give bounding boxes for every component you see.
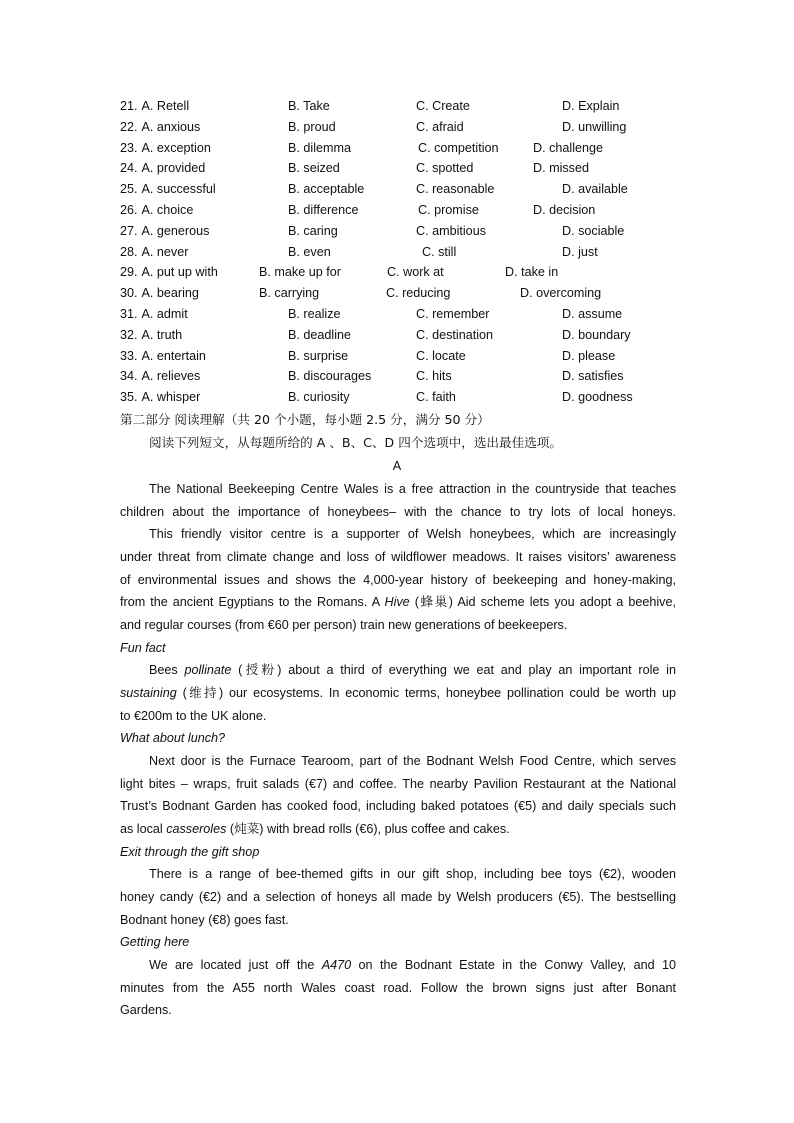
option-a (120, 179, 216, 199)
paragraph-line: minutes from the A55 north Wales coast road. Follow the brown signs just after Bonant (120, 981, 676, 995)
option-b: B. acceptable (288, 182, 365, 197)
option-a-text: A. generous (141, 223, 210, 238)
paragraph-line: Trust’s Bodnant Garden has cooked food, including baked potatoes (€5) and daily specials such (120, 799, 676, 813)
paragraph-line: Bees pollinate (授粉) about a third of everything we eat and play an important role in (149, 663, 676, 677)
paragraph-line: from the ancient Egyptians to the Romans. A Hive (蜂巢) Aid scheme lets you adopt a beehive, (120, 595, 676, 609)
option-d: D. goodness (562, 390, 633, 405)
option-a-text: A. provided (141, 161, 206, 176)
option-a (120, 242, 188, 262)
option-d: D. assume (562, 307, 623, 321)
option-a (120, 200, 193, 220)
option-d: D. satisfies (562, 369, 624, 384)
option-b: B. seized (288, 161, 340, 176)
cloze-option-row (0, 158, 794, 178)
question-number: 32. (120, 327, 138, 342)
option-c: C. remember (416, 307, 490, 321)
option-b: B. deadline (288, 327, 352, 342)
option-a-text: A. choice (141, 203, 194, 217)
option-d: D. just (562, 244, 598, 259)
intro-line: The National Beekeeping Centre Wales is a free attraction in the countryside that teaches (149, 482, 676, 496)
option-b: B. Take (288, 99, 330, 113)
option-a-text: A. entertain (141, 348, 206, 363)
option-c: C. promise (418, 203, 479, 217)
option-b: B. even (288, 244, 331, 259)
option-a (120, 325, 182, 345)
option-c: C. faith (416, 390, 456, 405)
question-number: 34. (120, 369, 138, 384)
cloze-option-row (0, 179, 794, 199)
option-a (120, 283, 199, 303)
option-a (120, 262, 218, 282)
paragraph-line: of environmental issues and shows the 4,000-year history of beekeeping and honey-making, (120, 573, 676, 587)
question-number: 35. (120, 390, 138, 405)
option-a (120, 221, 209, 241)
option-a-text: A. never (141, 244, 189, 259)
option-c: C. work at (387, 265, 444, 280)
paragraph-line: under threat from climate change and loss of wildflower meadows. It raises visitors’ awareness (120, 550, 676, 564)
option-b: B. discourages (288, 369, 372, 384)
option-a (120, 366, 200, 386)
option-d: D. decision (533, 203, 596, 217)
cloze-option-row (0, 242, 794, 262)
intro-line: children about the importance of honeybees– with the chance to try lots of local honeys. (120, 505, 676, 519)
cloze-option-row (0, 283, 794, 303)
cloze-option-row (0, 138, 794, 158)
cloze-option-row (0, 304, 794, 324)
paragraph-line: Bodnant honey (€8) goes fast. (120, 913, 289, 927)
section-title: 第二部分 阅读理解（共 20 个小题，每小题 2.5 分，满分 50 分） (120, 412, 490, 427)
paragraph-line: light bites – wraps, fruit salads (€7) and coffee. The nearby Pavilion Restaurant at the National (120, 777, 676, 791)
question-number: 27. (120, 223, 138, 238)
cloze-option-row (0, 117, 794, 137)
option-a (120, 346, 206, 366)
cloze-option-row (0, 262, 794, 282)
option-d: D. boundary (562, 327, 631, 342)
paragraph-line: There is a range of bee-themed gifts in our gift shop, including bee toys (€2), wooden (149, 867, 676, 881)
question-number: 33. (120, 348, 138, 363)
cloze-option-row (0, 366, 794, 386)
option-a-text: A. exception (141, 140, 211, 155)
lunch-heading: What about lunch? (120, 731, 226, 745)
option-b: B. carrying (259, 286, 320, 301)
option-d: D. please (562, 348, 616, 363)
option-a-text: A. anxious (141, 119, 201, 134)
option-c: C. reasonable (416, 182, 495, 197)
option-a-text: A. relieves (141, 369, 201, 384)
option-a (120, 387, 200, 407)
paragraph-line: We are located just off the A470 on the Bodnant Estate in the Conwy Valley, and 10 (149, 958, 676, 972)
section-instruction: 阅读下列短文，从每题所给的 A 、B、C、D 四个选项中，选出最佳选项。 (149, 435, 562, 450)
question-number: 29. (120, 265, 138, 280)
cloze-option-row (0, 200, 794, 220)
option-a (120, 138, 211, 158)
question-number: 28. (120, 244, 138, 259)
option-d: D. challenge (533, 140, 604, 155)
paragraph-line: Next door is the Furnace Tearoom, part of the Bodnant Welsh Food Centre, which serves (149, 754, 676, 768)
option-d: D. take in (505, 265, 559, 280)
option-c: C. locate (416, 348, 466, 363)
paragraph-line: as local casseroles (炖菜) with bread rolls (€6), plus coffee and cakes. (120, 822, 510, 836)
passage-label: A (392, 459, 402, 473)
getting-heading: Getting here (120, 935, 190, 949)
question-number: 22. (120, 119, 138, 134)
option-d: D. available (562, 182, 628, 197)
option-c: C. Create (416, 99, 470, 113)
option-b: B. realize (288, 307, 341, 321)
cloze-option-row (0, 96, 794, 116)
option-d: D. missed (533, 161, 589, 176)
paragraph-line: This friendly visitor centre is a supporter of Welsh honeybees, which are increasingly (149, 527, 676, 541)
cloze-option-row (0, 387, 794, 407)
option-a (120, 117, 200, 137)
question-number: 24. (120, 161, 138, 176)
option-c: C. still (422, 244, 457, 259)
option-b: B. surprise (288, 348, 349, 363)
cloze-option-row (0, 346, 794, 366)
paragraph-line: sustaining (维持) our ecosystems. In economic terms, honeybee pollination could be worth up (120, 686, 676, 700)
question-number: 31. (120, 307, 138, 321)
option-a-text: A. successful (141, 182, 216, 197)
option-b: B. curiosity (288, 390, 350, 405)
option-d: D. unwilling (562, 119, 627, 134)
option-c: C. competition (418, 140, 499, 155)
option-a-text: A. Retell (141, 99, 190, 113)
option-d: D. sociable (562, 223, 625, 238)
question-number: 21. (120, 99, 138, 113)
option-a-text: A. truth (141, 327, 183, 342)
option-c: C. destination (416, 327, 494, 342)
option-c: C. hits (416, 369, 452, 384)
option-a-text: A. whisper (141, 390, 201, 405)
option-a-text: A. bearing (141, 286, 199, 301)
option-a-text: A. put up with (141, 265, 218, 280)
option-a (120, 96, 189, 116)
option-b: B. make up for (259, 265, 341, 280)
cloze-option-row (0, 221, 794, 241)
gift-heading: Exit through the gift shop (120, 845, 260, 859)
option-d: D. overcoming (520, 286, 602, 301)
paragraph-line: and regular courses (from €60 per person) train new generations of beekeepers. (120, 618, 568, 632)
option-b: B. proud (288, 119, 336, 134)
option-b: B. caring (288, 223, 338, 238)
fun-fact-heading: Fun fact (120, 641, 166, 655)
paragraph-line: honey candy (€2) and a selection of honeys all made by Welsh producers (€5). The bestselling (120, 890, 676, 904)
option-a (120, 304, 188, 324)
option-c: C. reducing (386, 286, 451, 301)
question-number: 30. (120, 286, 138, 301)
option-a-text: A. admit (141, 307, 188, 321)
option-c: C. ambitious (416, 223, 486, 238)
option-b: B. dilemma (288, 140, 351, 155)
paragraph-line: Gardens. (120, 1003, 172, 1017)
question-number: 26. (120, 203, 138, 217)
option-c: C. afraid (416, 119, 464, 134)
option-a (120, 158, 205, 178)
option-b: B. difference (288, 203, 359, 217)
cloze-option-row (0, 325, 794, 345)
question-number: 25. (120, 182, 138, 197)
option-d: D. Explain (562, 99, 620, 113)
option-c: C. spotted (416, 161, 474, 176)
question-number: 23. (120, 140, 138, 155)
paragraph-line: to €200m to the UK alone. (120, 709, 267, 723)
